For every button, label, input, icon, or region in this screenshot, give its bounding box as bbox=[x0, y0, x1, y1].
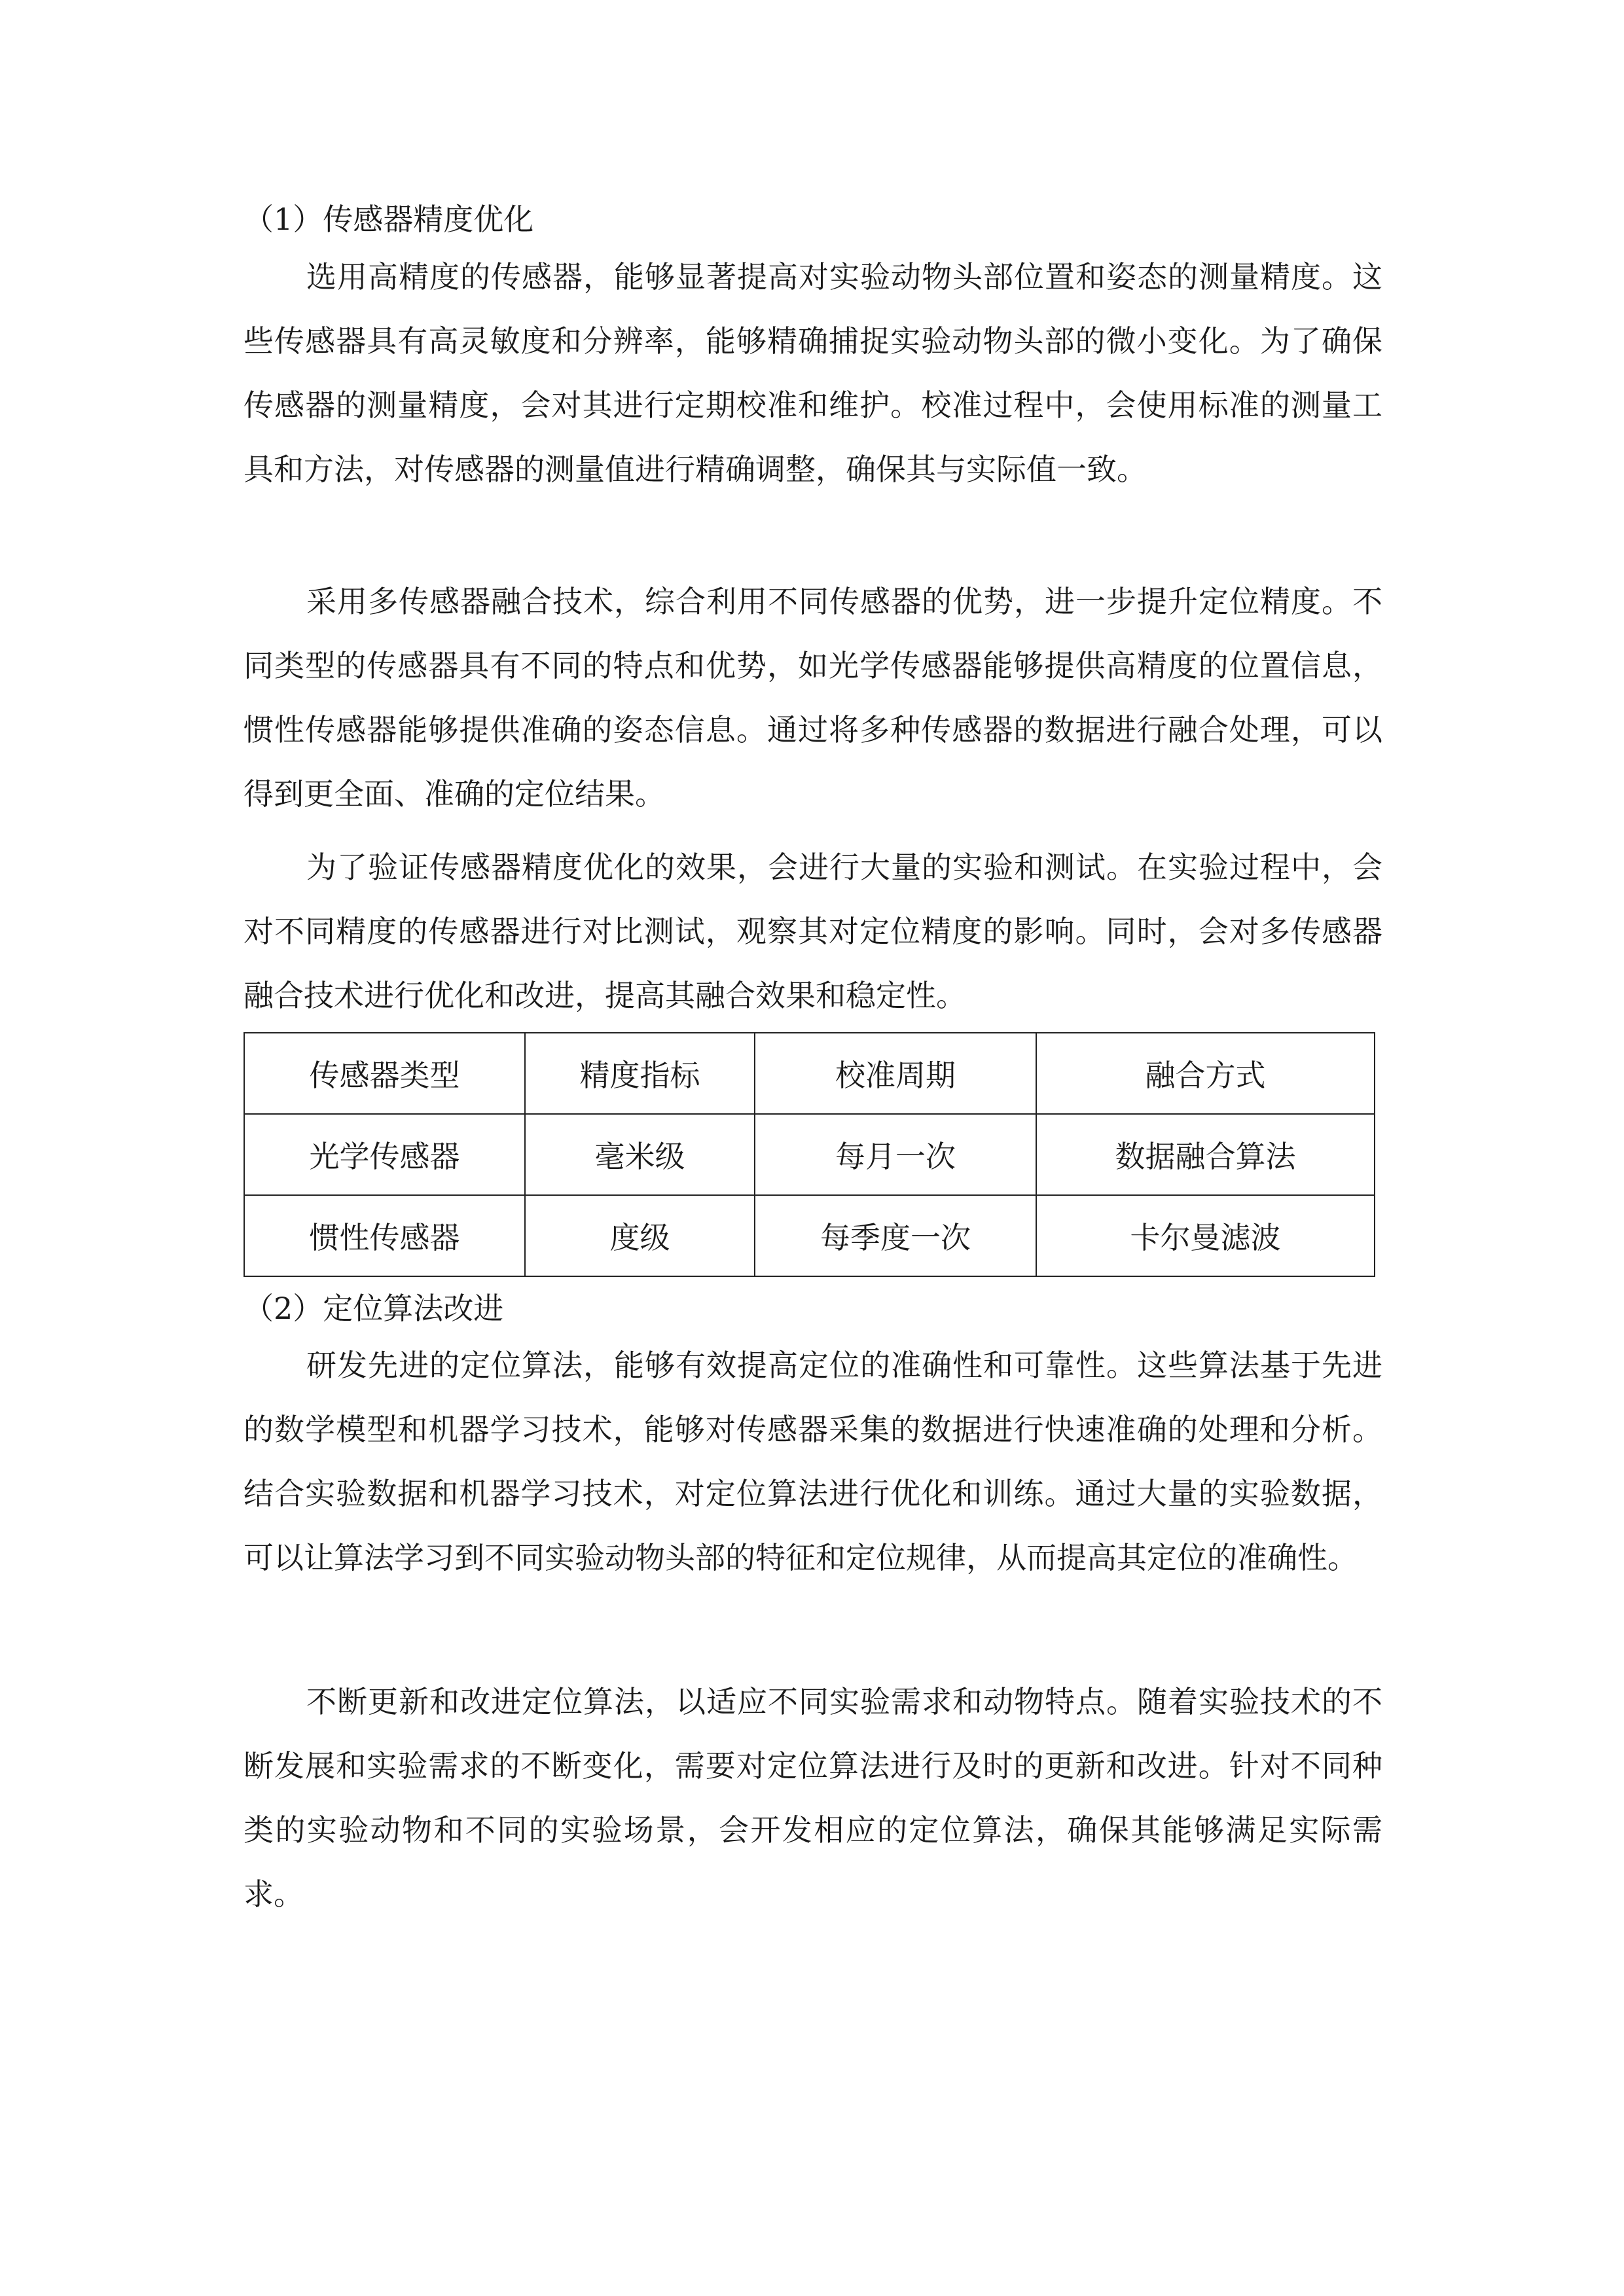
table-header-cell: 融合方式 bbox=[1036, 1033, 1375, 1114]
table-row bbox=[244, 1195, 1375, 1276]
section-1-paragraph-1: 选用高精度的传感器，能够显著提高对实验动物头部位置和姿态的测量精度。这些传感器具有高灵敏度和分辨率，能够精确捕捉实验动物头部的微小变化。为了确保传感器的测量精度，会对其进行定期校准和维护。校准过程中，会使用标准的测量工具和方法，对传感器的测量值进行精确调整，确保其与实际值一致。 bbox=[244, 259, 1382, 487]
section-1-paragraph-3: 为了验证传感器精度优化的效果，会进行大量的实验和测试。在实验过程中，会对不同精度的传感器进行对比测试，观察其对定位精度的影响。同时，会对多传感器融合技术进行优化和改进，提高其融合效果和稳定性。 bbox=[244, 850, 1382, 1013]
section-2-paragraph-1: 研发先进的定位算法，能够有效提高定位的准确性和可靠性。这些算法基于先进的数学模型和机器学习技术，能够对传感器采集的数据进行快速准确的处理和分析。结合实验数据和机器学习技术，对定位算法进行优化和训练。通过大量的实验数据，可以让算法学习到不同实验动物头部的特征和定位规律，从而提高其定位的准确性。 bbox=[244, 1348, 1382, 1575]
table-header-cell: 传感器类型 bbox=[244, 1033, 525, 1114]
table-header-cell: 校准周期 bbox=[755, 1033, 1036, 1114]
table-cell: 光学传感器 bbox=[244, 1114, 525, 1195]
table-cell: 度级 bbox=[525, 1195, 755, 1276]
table-header-row bbox=[244, 1033, 1375, 1114]
table-cell: 卡尔曼滤波 bbox=[1036, 1195, 1375, 1276]
section-1-heading: （1）传感器精度优化 bbox=[244, 202, 534, 237]
table-row bbox=[244, 1114, 1375, 1195]
section-2-paragraph-2: 不断更新和改进定位算法，以适应不同实验需求和动物特点。随着实验技术的不断发展和实验需求的不断变化，需要对定位算法进行及时的更新和改进。针对不同种类的实验动物和不同的实验场景，会开发相应的定位算法，确保其能够满足实际需求。 bbox=[244, 1684, 1382, 1912]
section-1-paragraph-2: 采用多传感器融合技术，综合利用不同传感器的优势，进一步提升定位精度。不同类型的传感器具有不同的特点和优势，如光学传感器能够提供高精度的位置信息，惯性传感器能够提供准确的姿态信息。通过将多种传感器的数据进行融合处理，可以得到更全面、准确的定位结果。 bbox=[244, 584, 1382, 812]
table-cell: 惯性传感器 bbox=[244, 1195, 525, 1276]
sensor-comparison-table bbox=[244, 1032, 1375, 1277]
table-cell: 每月一次 bbox=[755, 1114, 1036, 1195]
section-2-heading: （2）定位算法改进 bbox=[244, 1291, 504, 1326]
table-header-cell: 精度指标 bbox=[525, 1033, 755, 1114]
table-cell: 毫米级 bbox=[525, 1114, 755, 1195]
table-cell: 数据融合算法 bbox=[1036, 1114, 1375, 1195]
table-cell: 每季度一次 bbox=[755, 1195, 1036, 1276]
